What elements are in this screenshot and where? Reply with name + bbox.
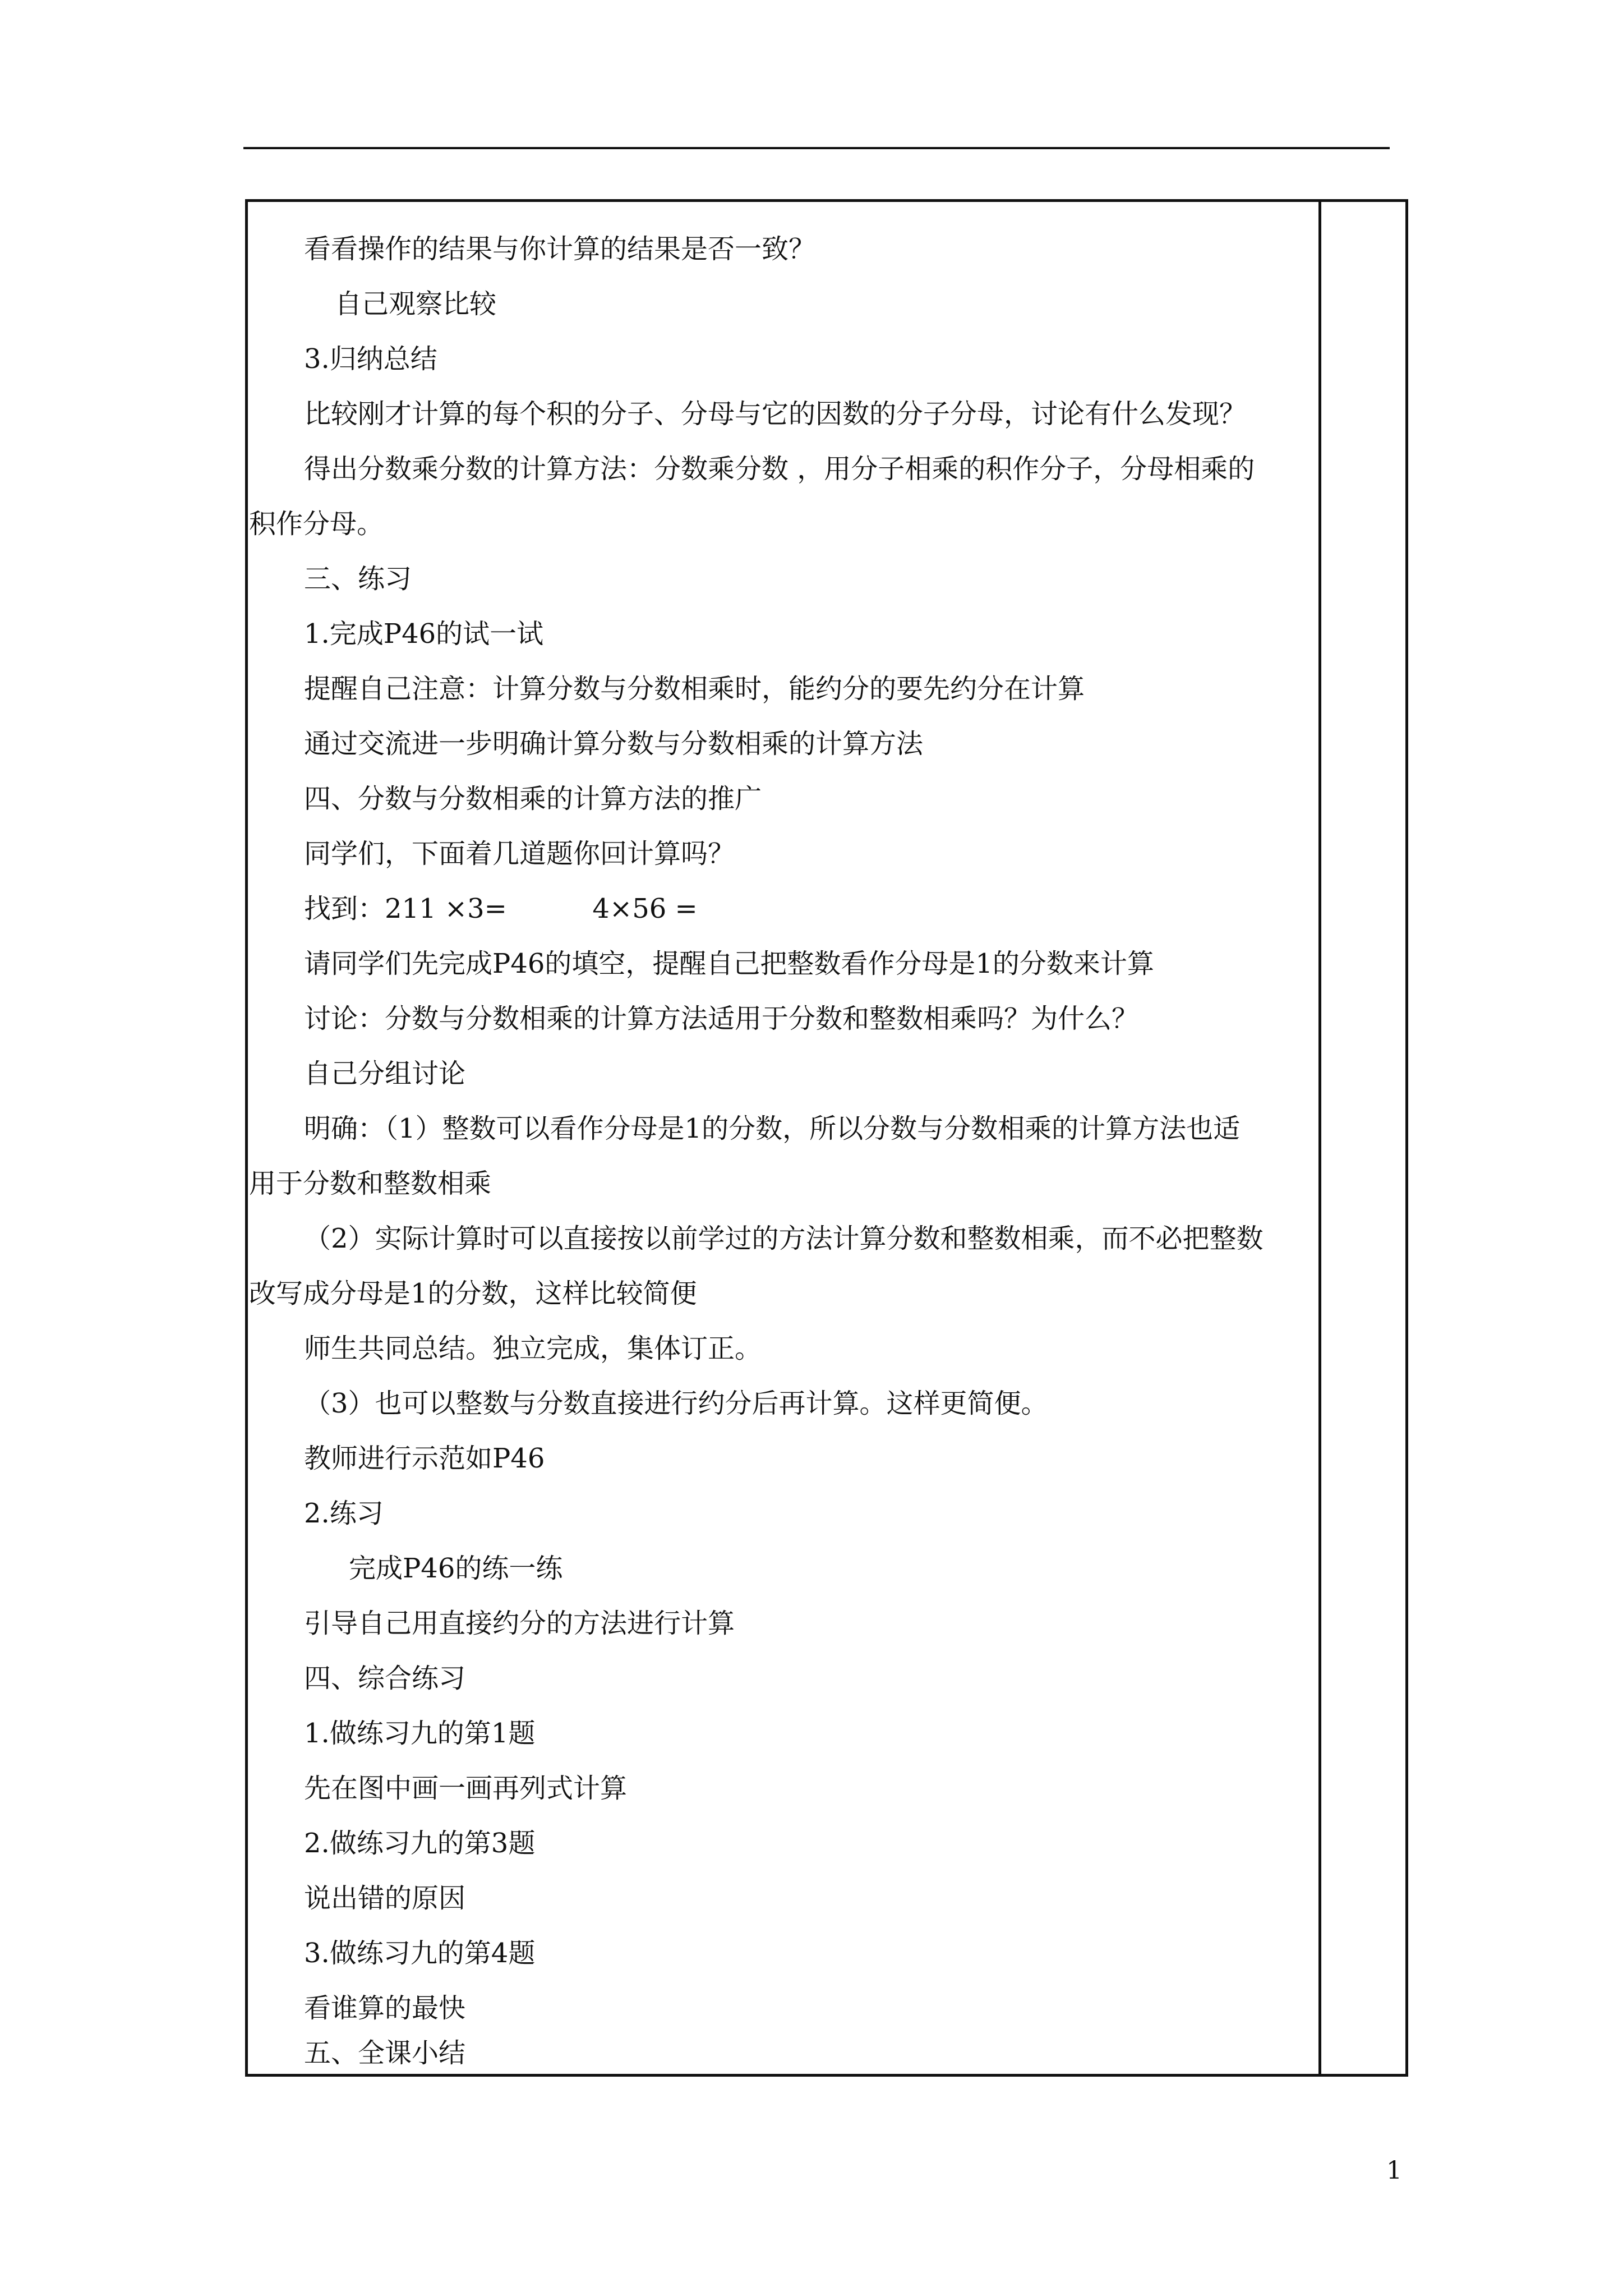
text-line: 说出错的原因: [304, 1883, 466, 1914]
text-line: 1.做练习九的第1题: [304, 1718, 536, 1749]
text-line: 讨论：分数与分数相乘的计算方法适用于分数和整数相乘吗？为什么？: [304, 1003, 1139, 1034]
text-line: （2）实际计算时可以直接按以前学过的方法计算分数和整数相乘，而不必把整数: [304, 1223, 1264, 1254]
text-line: 同学们，下面着几道题你回计算吗？: [304, 838, 735, 869]
text-line: 通过交流进一步明确计算分数与分数相乘的计算方法: [304, 728, 924, 760]
text-line: 用于分数和整数相乘: [249, 1168, 492, 1199]
text-line: 自己观察比较: [335, 288, 497, 320]
text-line: 明确：（1）整数可以看作分母是1的分数，所以分数与分数相乘的计算方法也适: [304, 1113, 1241, 1144]
header-rule: [243, 147, 1390, 149]
text-line: 积作分母。: [249, 508, 384, 540]
text-line: 找到：211 ×3= 4×56 =: [304, 893, 698, 924]
text-line: 先在图中画一画再列式计算: [304, 1773, 628, 1804]
text-line: 五、全课小结: [304, 2037, 466, 2069]
text-line: 请同学们先完成P46的填空，提醒自己把整数看作分母是1的分数来计算: [304, 948, 1154, 979]
text-line: 完成P46的练一练: [349, 1553, 563, 1584]
text-line: 提醒自己注意：计算分数与分数相乘时，能约分的要先约分在计算: [304, 673, 1085, 705]
text-line: 改写成分母是1的分数，这样比较简便: [249, 1278, 697, 1309]
text-line: 3.做练习九的第4题: [304, 1938, 536, 1969]
text-line: 四、综合练习: [304, 1663, 466, 1694]
text-line: 看谁算的最快: [304, 1993, 466, 2024]
lesson-content-cell: [248, 202, 1318, 2074]
text-line: 教师进行示范如P46: [304, 1443, 545, 1474]
text-line: 1.完成P46的试一试: [304, 618, 544, 650]
page-number: 1: [1386, 2156, 1402, 2185]
text-line: 看看操作的结果与你计算的结果是否一致？: [304, 233, 816, 265]
text-line: 2.练习: [304, 1498, 384, 1529]
text-line: 引导自己用直接约分的方法进行计算: [304, 1608, 735, 1639]
text-line: 得出分数乘分数的计算方法：分数乘分数 ，用分子相乘的积作分子，分母相乘的: [304, 453, 1255, 485]
text-line: 比较刚才计算的每个积的分子、分母与它的因数的分子分母，讨论有什么发现？: [304, 398, 1247, 430]
text-line: 自己分组讨论: [304, 1058, 466, 1089]
text-line: （3）也可以整数与分数直接进行约分后再计算。这样更简便。: [304, 1388, 1048, 1419]
text-line: 3.归纳总结: [304, 343, 437, 375]
text-line: 师生共同总结。独立完成，集体订正。: [304, 1333, 762, 1364]
lesson-table: [245, 199, 1408, 2077]
notes-column-cell: [1321, 202, 1405, 2074]
text-line: 三、练习: [304, 563, 412, 595]
text-line: 四、分数与分数相乘的计算方法的推广: [304, 783, 762, 815]
text-line: 2.做练习九的第3题: [304, 1828, 536, 1859]
